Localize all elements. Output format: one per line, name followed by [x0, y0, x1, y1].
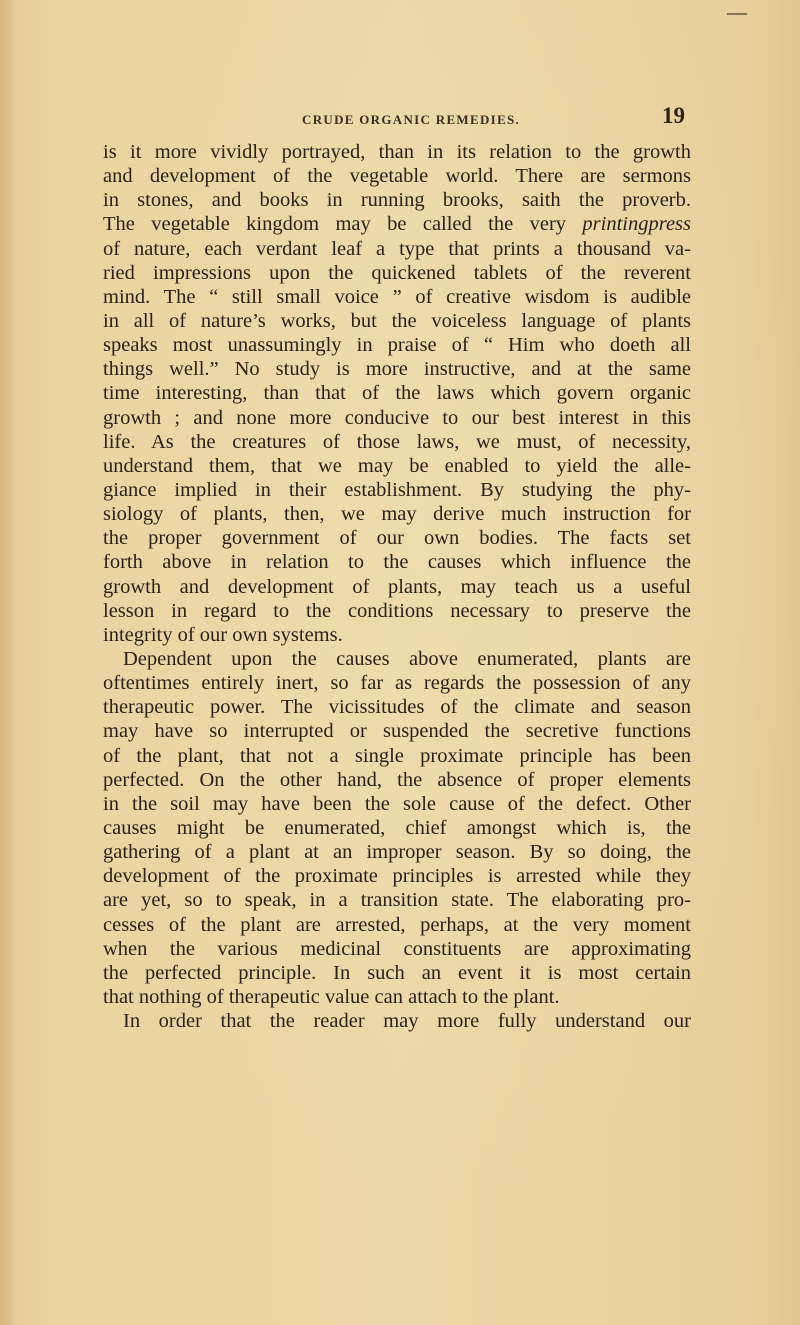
text-line: Dependent upon the causes above enumerated, plants are	[123, 647, 691, 670]
text-run: The vegetable kingdom may be called the very	[103, 213, 583, 236]
text-line: gathering of a plant at an improper season. By so doing, the	[103, 841, 691, 864]
text-line: growth and development of plants, may teach us a useful	[103, 575, 691, 598]
text-line: lesson in regard to the conditions necessary to preserve the	[103, 599, 691, 622]
text-line: understand them, that we may be enabled to yield the alle-	[103, 454, 691, 477]
text-line: speaks most unassumingly in praise of “ Him who doeth all	[103, 334, 691, 357]
text-line: giance implied in their establishment. By studying the phy-	[103, 478, 691, 501]
text-line: siology of plants, then, we may derive much instruction for	[103, 503, 691, 526]
text-line: ried impressions upon the quickened tablets of the reverent	[103, 261, 691, 284]
text-line: is it more vividly portrayed, than in its relation to the growth	[103, 141, 691, 163]
paragraph-3	[103, 1009, 691, 1033]
page-number: 19	[662, 103, 685, 128]
text-line: and development of the vegetable world. There are sermons	[103, 165, 691, 188]
text-line: the proper government of our own bodies. The facts set	[103, 527, 691, 550]
text-line: in stones, and books in running brooks, saith the proverb.	[103, 189, 691, 212]
page-gutter-shadow	[0, 0, 14, 1325]
text-line: causes might be enumerated, chief amongst which is, the	[103, 816, 691, 839]
text-line: time interesting, than that of the laws which govern organic	[103, 382, 691, 405]
body-text	[103, 140, 691, 1033]
text-line: are yet, so to speak, in a transition state. The elaborating pro-	[103, 889, 691, 912]
text-line: of the plant, that not a single proximate principle has been	[103, 744, 691, 767]
text-line: the perfected principle. In such an event it is most certain	[103, 961, 691, 984]
text-line: mind. The “ still small voice ” of creative wisdom is audible	[103, 285, 691, 308]
text-line: cesses of the plant are arrested, perhaps, at the very moment	[103, 913, 691, 936]
text-line	[103, 212, 691, 236]
text-line: therapeutic power. The vicissitudes of the climate and season	[103, 696, 691, 719]
text-line: when the various medicinal constituents are approximating	[103, 937, 691, 960]
text-line: that nothing of therapeutic value can attach to the plant.	[103, 985, 560, 1008]
text-line: development of the proximate principles is arrested while they	[103, 865, 691, 888]
page-header	[0, 97, 800, 127]
italic-phrase: printingpress	[582, 213, 691, 236]
text-line: of nature, each verdant leaf a type that prints a thousand va-	[103, 237, 691, 260]
running-head: CRUDE ORGANIC REMEDIES.	[302, 112, 521, 127]
text-line: in all of nature’s works, but the voiceless language of plants	[103, 309, 691, 332]
paragraph-1	[103, 140, 691, 647]
text-line: growth ; and none more conducive to our best interest in this	[103, 406, 691, 429]
text-line: things well.” No study is more instructive, and at the same	[103, 358, 691, 381]
text-line: In order that the reader may more fully understand our	[123, 1010, 691, 1033]
scan-mark	[727, 13, 747, 15]
text-line: forth above in relation to the causes which influence the	[103, 551, 691, 574]
text-line: life. As the creatures of those laws, we must, of necessity,	[103, 430, 691, 453]
text-line: integrity of our own systems.	[103, 623, 343, 646]
text-line: oftentimes entirely inert, so far as regards the possession of any	[103, 672, 691, 695]
text-line: in the soil may have been the sole cause of the defect. Other	[103, 792, 691, 815]
paragraph-2	[103, 647, 691, 1009]
text-line: may have so interrupted or suspended the secretive functions	[103, 720, 691, 743]
text-line: perfected. On the other hand, the absence of proper elements	[103, 768, 691, 791]
